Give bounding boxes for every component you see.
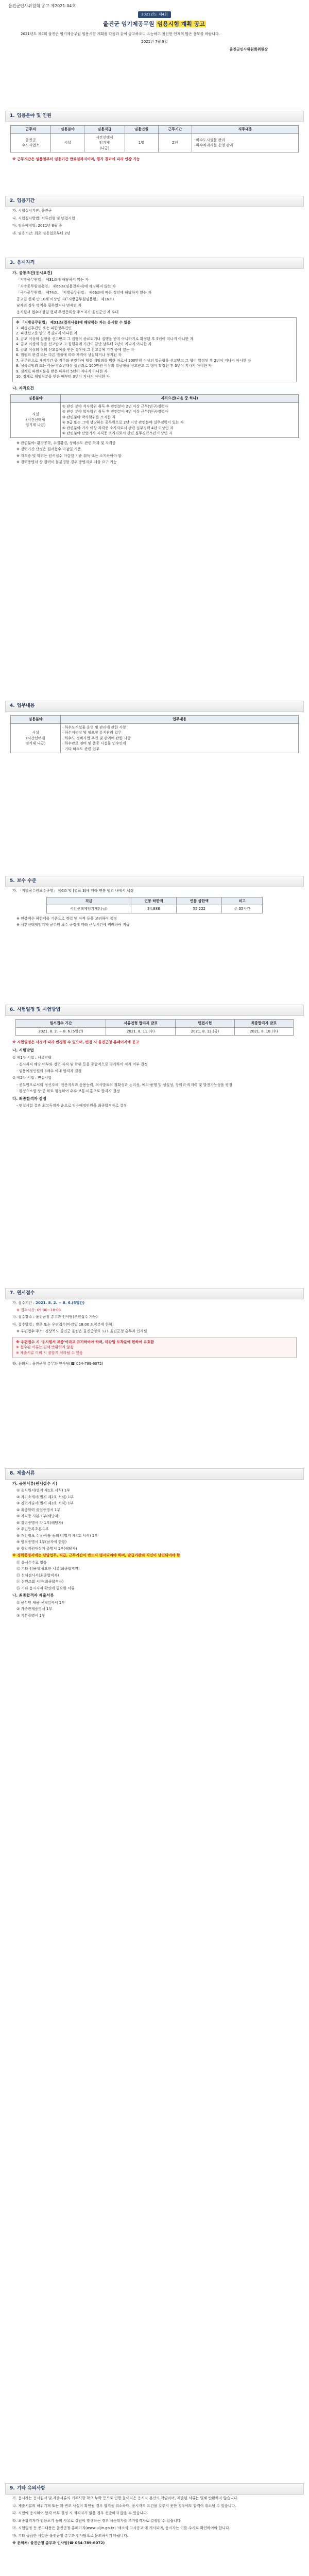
list-item: · 하수처리장 및 펌프장 유지관리 업무 xyxy=(62,731,122,735)
apply-contact: 라. 문의처 : 울진군청 총무과 인사팀(☎ 054-789-6072) xyxy=(12,1362,104,1366)
box-line: 10. 징계로 해임처분을 받은 때부터 3년이 지나지 아니한 자 xyxy=(16,375,110,379)
doc-item: ⑮ 기타 응시자격 확인에 필요한 서류 xyxy=(16,1586,75,1590)
doc-item: ⑪ 응시수수료 없음 xyxy=(16,1560,47,1565)
col-header: 자격요건(다음 중 하나) xyxy=(61,395,299,403)
section-number: 1. xyxy=(10,113,15,119)
box-line: 9. 징계로 파면처분을 받은 때부터 5년이 지나지 아니한 자 xyxy=(16,369,108,374)
list-item: 「국가공무원법」 제74조, 「지방공무원법」 제66조에 따른 정년에 해당하지 않는 자 xyxy=(16,291,151,295)
section-heading xyxy=(5,1005,304,1016)
cell: 34,888 xyxy=(131,905,176,913)
cell: 2021. 8. 11.(수) xyxy=(106,1027,176,1036)
title-part-2: 임용시험 계획 공고 xyxy=(157,20,205,27)
doc-item: ③ 경력기술서(별지 제3호 서식) 1부 xyxy=(16,1501,74,1506)
section-number: 4. xyxy=(10,703,15,709)
subsection-title: 나. 자격요건 xyxy=(12,385,34,391)
col-header: 직무내용 xyxy=(192,126,299,134)
cell: 시설 xyxy=(51,133,84,152)
list-item: ⑤ 관련분야 기사 이상 자격증 소지자로서 관련 실무경력 4년 이상인 자 xyxy=(62,426,174,430)
table-row xyxy=(11,133,299,152)
period-item: 나. 시험실시방법: 서류전형 및 면접시험 xyxy=(12,216,75,221)
year-tag: 2021년도 제4회 xyxy=(138,11,171,18)
section-heading xyxy=(5,111,304,122)
box-line: 7. 공무원으로 재직기간 중 직무와 관련하여 횡령·배임죄를 범한 자로서 300만원 이상의 벌금형을 선고받고 그 형이 확정된 후 2년이 지나지 아니한 자 xyxy=(16,358,251,363)
box-line: 4. 금고 이상의 형을 선고받고 그 집행유예 기간이 끝난 날부터 2년이 지나지 아니한 자 xyxy=(16,342,152,347)
cell: 2021. 8. 2. ~ 8. 6.(5일간) xyxy=(16,1027,106,1036)
section-number: 9. xyxy=(10,2486,15,2492)
doc-item: ⑩ 취업지원대상자 증명서 1부(해당자) xyxy=(16,1546,77,1551)
col-header: 임용직급 xyxy=(84,126,125,134)
section-heading xyxy=(5,258,304,269)
note: ※ 관련분야: 환경공학, 수질환경, 상하수도 관련 학과 및 자격증 xyxy=(16,440,116,445)
col-header: 근무기간 xyxy=(158,126,192,134)
section-heading xyxy=(5,701,304,712)
section-title: 임용기간 xyxy=(16,198,35,204)
col-header: 연봉 하한액 xyxy=(131,897,176,905)
etc-item: 라. 최종합격자가 임용포기 등의 사유로 결원이 발생하는 경우 차순위자를 추가합격자로 결정할 수 있습니다. xyxy=(12,2518,182,2523)
cell: 55,222 xyxy=(177,905,222,913)
section-positions xyxy=(5,111,304,163)
period-item: 가. 시험실시기관: 울진군 xyxy=(12,209,52,213)
list-item: 남자의 경우 병역을 필하였거나 면제된 자 xyxy=(16,303,82,308)
subsection-title: 가. 공통서류(원서접수 시) xyxy=(12,1481,58,1486)
section-title: 제출서류 xyxy=(16,1471,35,1477)
section-period xyxy=(5,196,304,237)
doc-item: ⑦ 주민등록초본 1부 xyxy=(16,1527,49,1532)
cell xyxy=(61,402,299,437)
apply-period-label: 가. 접수기간 : xyxy=(12,1301,35,1305)
col-header: 면접시험 xyxy=(176,1020,234,1028)
section-number: 5. xyxy=(10,878,15,884)
subsection-title: 가. 공통조건(응시요건) xyxy=(12,270,53,275)
apply-place: 나. 접수장소 : 울진군청 총무과 인사팀(우편접수 가능) xyxy=(12,1315,98,1319)
etc-contact: ※ 문의처: 울진군청 총무과 인사팀(☎ 054-789-6072) xyxy=(12,2541,105,2545)
section-number: 6. xyxy=(10,1007,15,1013)
cell: 시설 (시간선택제 임기제 나급) xyxy=(11,402,61,437)
doc-item: ⑤ 자격증 사본 1부(해당자) xyxy=(16,1514,60,1519)
stage-desc: - 임용예정인원의 3배수 이내 합격자 결정 xyxy=(16,1069,82,1073)
section-qualify xyxy=(5,258,304,466)
cell: 시간선택제 임기제 (나급) xyxy=(84,133,125,152)
section-heading xyxy=(5,196,304,207)
table-header-row xyxy=(11,395,299,403)
list-item: 「지방공무원임용령」 제65조(임용결격자)에 해당하지 않는 자 xyxy=(16,284,116,289)
warning-line: ※ 우편접수 시 '응시원서 재중'이라고 표기하여야 하며, 마감일 도착분에 한하여 유효함 xyxy=(16,1340,154,1344)
col-header: 서류전형 합격자 발표 xyxy=(106,1020,176,1028)
cell: 2021. 8. 18.(수) xyxy=(234,1027,293,1036)
subsection-title: 나. 시험방법 xyxy=(12,1047,34,1053)
list-item: ⑥ 관련분야 산업기사 자격증 소지자로서 관련 실무경력 5년 이상인 자 xyxy=(62,431,173,435)
cell: 2021. 8. 13.(금) xyxy=(176,1027,234,1036)
col-header: 비고 xyxy=(222,897,263,905)
col-header: 연봉 상한액 xyxy=(177,897,222,905)
cell: 1명 xyxy=(125,133,158,152)
cell xyxy=(61,723,299,753)
stage-desc: - 공무원으로서의 정신자세, 전문지식과 응용능력, 의사발표의 정확성과 논리성, 예의·품행 및 성실성, 창의력·의지력 및 발전가능성을 평정 xyxy=(16,1082,232,1087)
cell: 시설 (시간선택제 임기제 나급) xyxy=(11,723,61,753)
list-item: · 하수도시설물 운영 및 관리에 관한 사항 xyxy=(62,725,126,730)
section-title: 업무내용 xyxy=(16,703,35,709)
list-item: ④ 9급 또는 그에 상당하는 공무원으로 2년 이상 관련분야 실무경력이 있는 자 xyxy=(62,420,184,425)
pay-lead: 가. 「지방공무원보수규정」 제6조 및 [별표 3]에 따라 연봉 범위 내에서 책정 xyxy=(12,889,134,893)
notice-date: 2021년 7월 9일 xyxy=(141,40,168,44)
stage-title: ① 제1차 시험 : 서류전형 xyxy=(12,1055,52,1060)
pay-table xyxy=(46,897,263,913)
stage-desc: - 평정요소별 상·중·하로 평정하여 우수·보통·미흡으로 합격자 결정 xyxy=(16,1089,120,1094)
table-row xyxy=(16,1027,294,1036)
section-number: 8. xyxy=(10,1471,15,1477)
issuing-org: 울진군인사위원회위원장 xyxy=(229,47,268,52)
section-number: 3. xyxy=(10,260,15,266)
qualify-table xyxy=(10,394,299,438)
table-header-row xyxy=(11,716,299,724)
cell: 2년 xyxy=(158,133,192,152)
apply-period-value: 2021. 8. 2. ~ 8. 6.(5일간) xyxy=(36,1301,85,1305)
title-block xyxy=(0,9,309,28)
list-item: ③ 관련분야 박사학위를 소지한 자 xyxy=(62,415,116,419)
table-row xyxy=(47,905,263,913)
table-header-row xyxy=(16,1020,294,1028)
section-number: 2. xyxy=(10,198,15,204)
section-duty xyxy=(5,701,304,756)
col-header: 최종합격자 발표 xyxy=(234,1020,293,1028)
list-item: ① 관련 분야 석사학위 취득 후 관련분야 2년 이상 근무(연구)경력자 xyxy=(62,404,168,409)
section-title: 기타 유의사항 xyxy=(16,2486,45,2492)
note: ※ 시간선택제임기제 공무원 보수 규정에 따라 근무시간에 비례하여 지급 xyxy=(16,923,130,927)
doc-item: ⑬ 신체검사서(최종합격자) xyxy=(16,1573,59,1578)
section-heading xyxy=(5,2483,304,2495)
apply-method: 다. 접수방법 : 방문 또는 우편접수(마감일 18:00 도착분에 한함) xyxy=(12,1322,114,1327)
table-header-row xyxy=(47,897,263,905)
doc-item: ② 자기소개서(별지 제2호 서식) 1부 xyxy=(16,1495,74,1499)
schedule-note: ※ 시험일정은 사정에 따라 변경될 수 있으며, 변경 시 울진군청 홈페이지에 공고 xyxy=(12,1040,139,1044)
section-title: 보수 수준 xyxy=(16,878,37,884)
list-item: 응시원서 접수마감일 현재 주민등록상 주소지가 울진군인 자 우대 xyxy=(16,310,119,314)
col-header: 임용분야 xyxy=(11,395,61,403)
positions-table xyxy=(10,125,299,152)
apply-hours: ※ 접수시간: 09:00~18:00 xyxy=(16,1308,61,1312)
list-item: · 하수관로 정비 및 준공 시설물 인수인계 xyxy=(62,741,126,745)
disqualification-box xyxy=(12,317,297,382)
apply-mail-note: ※ 우편접수 주소: 경상북도 울진군 울진읍 울진중앙로 121 울진군청 총무과 인사팀 xyxy=(16,1329,147,1333)
table-row xyxy=(11,723,299,753)
box-line: 5. 금고 이상의 형의 선고유예를 받은 경우에 그 선고유예 기간 중에 있는 자 xyxy=(16,347,134,352)
cell: 주 35시간 xyxy=(222,905,263,913)
note: ※ 경력기간 산정은 원서접수 마감일 기준 xyxy=(16,447,81,451)
etc-item: 다. 시험에 응시하여 합격 여부 결정 시 적격자가 없을 경우 선발하지 않을 수 있습니다. xyxy=(12,2511,148,2515)
etc-item: 마. 시험일정 등 공고내용은 울진군청 홈페이지(www.uljin.go.kr) '새소식·고시공고'에 게시되며, 응시자는 이를 수시로 확인하여야 합니다. xyxy=(12,2526,230,2530)
col-header: 임용분야 xyxy=(11,716,61,724)
section-title: 임용분야 및 인원 xyxy=(16,113,52,119)
period-item: 다. 임용예정일: 2021년 8월 중 xyxy=(12,224,62,228)
doc-item: ① 응시원서(별지 제1호 서식) 1부 xyxy=(16,1488,70,1493)
highlighted-note: ※ 경력증명서에는 담당업무, 직급, 근무기간이 반드시 명시되어야 하며, 발급기관의 직인이 날인되어야 함 xyxy=(12,1553,180,1558)
col-header: 업무내용 xyxy=(61,716,299,724)
etc-item: 가. 응시자는 응시원서 및 제출서류의 기재사항 착오·누락 등으로 인한 불이익은 응시자 본인의 책임이며, 제출된 서류는 일체 반환하지 않습니다. xyxy=(12,2496,238,2500)
list-item: 「지방공무원법」 제31조에 해당하지 않는 자 xyxy=(16,278,89,282)
doc-item: ① 공무원 채용 신체검사서 1부 xyxy=(16,1600,65,1605)
table-row xyxy=(11,402,299,437)
intro-text: 2021년도 제4회 울진군 임기제공무원 임용시험 계획을 다음과 같이 공고하오니 유능하고 참신한 인재의 많은 응모를 바랍니다. xyxy=(21,32,220,36)
list-item: 공고일 현재 만 18세 이상인 자(「지방공무원임용령」 제16조) xyxy=(16,297,114,301)
doc-item: ④ 최종학력 졸업증명서 1부 xyxy=(16,1507,61,1512)
list-item: · 기타 하수도 관련 업무 xyxy=(62,747,99,751)
note: ※ 자격증 및 학위는 원서접수 마감일 기준 취득 또는 소지하여야 함 xyxy=(16,453,122,458)
col-header: 원서접수 기간 xyxy=(16,1020,106,1028)
cell: · 하수도시설물 관리 · 하수처리시설 운영 관리 xyxy=(192,133,299,152)
doc-item: ⑧ 개인정보 수집·이용 동의서(별지 제4호 서식) 1부 xyxy=(16,1533,98,1538)
cell: 울진군 수도사업소 xyxy=(11,133,51,152)
docs-red-note xyxy=(5,1552,304,1560)
section-apply xyxy=(5,1288,304,1368)
doc-item: ⑫ 기타 임용에 필요한 서류(최종합격자) xyxy=(16,1567,80,1571)
page-title xyxy=(0,20,309,29)
final-desc: - 면접시험 결과 최고득점자 순으로 임용예정인원을 최종합격자로 결정 xyxy=(16,1104,127,1108)
list-item: · 하수도 정비사업 추진 및 관리에 관한 사항 xyxy=(62,736,131,740)
cell: 시간선택제임기제(나급) xyxy=(47,905,131,913)
col-header: 임용분야 xyxy=(51,126,84,134)
box-line: 8. 성폭력범죄 또는 아동·청소년대상 성범죄로 100만원 이상의 벌금형을 선고받고 그 형이 확정된 후 3년이 지나지 아니한 자 xyxy=(16,364,212,368)
doc-item: ⑨ 병적증명서 1부(남자에 한함) xyxy=(16,1540,67,1545)
col-header: 근무처 xyxy=(11,126,51,134)
section-heading xyxy=(5,876,304,887)
section-docs xyxy=(5,1468,304,1619)
doc-item: ⑥ 경력증명서 각 1부(해당자) xyxy=(16,1520,63,1525)
col-header: 직급 xyxy=(47,897,131,905)
subsection-title: 나. 최종합격자 제출서류 xyxy=(12,1593,54,1598)
stage-desc: - 응시자격 해당 여부와 경력·자격 및 학위 등을 종합적으로 평가하여 적격 여부 결정 xyxy=(16,1062,148,1067)
section-heading xyxy=(5,1288,304,1299)
etc-item: 바. 기타 궁금한 사항은 울진군청 총무과 인사팀으로 문의하시기 바랍니다. xyxy=(12,2533,129,2538)
schedule-table xyxy=(15,1019,294,1036)
box-line: 6. 법원의 판결 또는 다른 법률에 따라 자격이 상실되거나 정지된 자 xyxy=(16,353,122,358)
positions-note: ※ 근무기간은 임용일부터 임용기간 만료일까지이며, 평가 결과에 따라 연장 가능 xyxy=(12,157,140,161)
note: ※ 경력증명서 상 경력이 불분명할 경우 증빙자료 제출 요구 가능 xyxy=(16,460,117,464)
list-item: ② 관련 분야 학사학위 취득 후 관련분야 4년 이상 근무(연구)경력자 xyxy=(62,410,168,414)
box-line: 3. 금고 이상의 실형을 선고받고 그 집행이 종료되거나 집행을 받지 아니하기로 확정된 후 5년이 지나지 아니한 자 xyxy=(16,336,194,341)
box-line: 1. 피성년후견인 또는 피한정후견인 xyxy=(16,326,72,330)
apply-period xyxy=(5,1299,304,1307)
warning-line: ※ 접수된 서류는 일체 반환하지 않음 xyxy=(16,1345,74,1349)
section-title: 응시자격 xyxy=(16,260,35,266)
section-schedule xyxy=(5,1005,304,1109)
section-pay xyxy=(5,876,304,928)
box-line: 2. 파산선고를 받고 복권되지 아니한 자 xyxy=(16,331,78,336)
doc-item: ③ 기본증명서 1부 xyxy=(16,1613,45,1618)
duty-table xyxy=(10,715,299,753)
apply-warning-box xyxy=(12,1337,297,1359)
section-etc xyxy=(5,2483,304,2547)
section-title: 원서접수 xyxy=(16,1291,35,1296)
table-header-row xyxy=(11,126,299,134)
section-heading xyxy=(5,1468,304,1480)
warning-line: ※ 제출서류 미비 시 불합격 처리될 수 있음 xyxy=(16,1350,83,1355)
col-header: 임용인원 xyxy=(125,126,158,134)
note: ※ 연봉액은 하한액을 기준으로 경력 및 자격 등을 고려하여 책정 xyxy=(16,916,117,921)
period-item: 라. 임용기간: 최초 임용일로부터 2년 xyxy=(12,231,71,235)
section-title: 시험일정 및 시험방법 xyxy=(16,1007,61,1013)
stage-title: ② 제2차 시험 : 면접시험 xyxy=(12,1076,52,1080)
title-part-1: 울진군 임기제공무원 xyxy=(103,20,154,27)
box-title: ※ 「지방공무원법」 제31조(결격사유)에 해당하는 자는 응시할 수 없음 xyxy=(16,320,131,325)
subsection-title: 다. 최종합격자 결정 xyxy=(12,1096,47,1101)
doc-item: ⑭ 신원조회 서류(최종합격자) xyxy=(16,1580,64,1584)
doc-item: ② 가족관계증명서 1부 xyxy=(16,1607,53,1611)
etc-item: 나. 제출서류의 허위기재 또는 위·변조 사실이 확인될 경우 합격을 취소하며, 응시자격 요건을 갖추지 못한 경우에도 합격이 취소될 수 있습니다. xyxy=(12,2503,236,2508)
section-number: 7. xyxy=(10,1291,15,1296)
notice-number: 울진군인사위원회 공고 제2021-04호 xyxy=(8,4,76,8)
